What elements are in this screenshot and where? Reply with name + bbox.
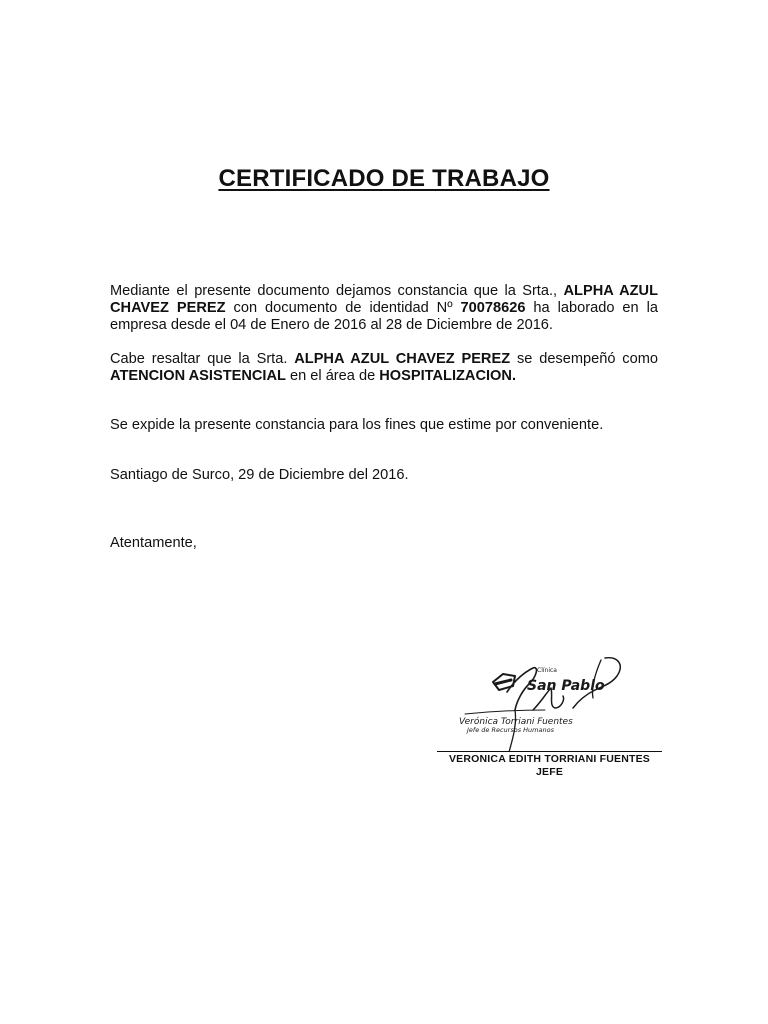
place-date: Santiago de Surco, 29 de Diciembre del 2016. bbox=[110, 467, 409, 483]
paragraph-certification bbox=[110, 283, 658, 334]
p2-text-b: se desempeñó como bbox=[510, 351, 658, 367]
svg-text:Verónica Torriani Fuentes: Verónica Torriani Fuentes bbox=[459, 717, 573, 727]
p1-text-a: Mediante el presente documento dejamos constancia que la Srta., bbox=[110, 283, 564, 299]
signer-role: JEFE bbox=[535, 766, 564, 778]
svg-text:Clínica: Clínica bbox=[537, 667, 557, 674]
employee-name: ALPHA AZUL CHAVEZ PEREZ bbox=[110, 283, 658, 316]
job-role: ATENCION ASISTENCIAL bbox=[110, 368, 286, 384]
paragraph-role bbox=[110, 351, 658, 385]
paragraph-issuance: Se expide la presente constancia para los fines que estime por conveniente. bbox=[110, 417, 604, 433]
id-number: 70078626 bbox=[460, 300, 526, 316]
document-title: CERTIFICADO DE TRABAJO bbox=[218, 165, 550, 192]
work-area: HOSPITALIZACION. bbox=[379, 368, 516, 384]
employee-name-2: ALPHA AZUL CHAVEZ PEREZ bbox=[294, 351, 511, 367]
svg-text:San Pablo: San Pablo bbox=[527, 678, 605, 694]
signature-stamp bbox=[455, 652, 635, 752]
p1-text-b: con documento de identidad Nº bbox=[225, 300, 461, 316]
svg-text:Jefe de Recursos Humanos: Jefe de Recursos Humanos bbox=[467, 726, 554, 734]
p2-text-a: Cabe resaltar que la Srta. bbox=[110, 351, 295, 367]
p1-text-c: ha laborado en la empresa desde el 04 de Enero de 2016 al 28 de Diciembre de 2016. bbox=[110, 300, 658, 333]
p2-text-c: en el área de bbox=[285, 368, 380, 384]
closing: Atentamente, bbox=[110, 535, 197, 551]
signer-name: VERONICA EDITH TORRIANI FUENTES bbox=[448, 753, 651, 765]
signature-line bbox=[437, 751, 662, 752]
